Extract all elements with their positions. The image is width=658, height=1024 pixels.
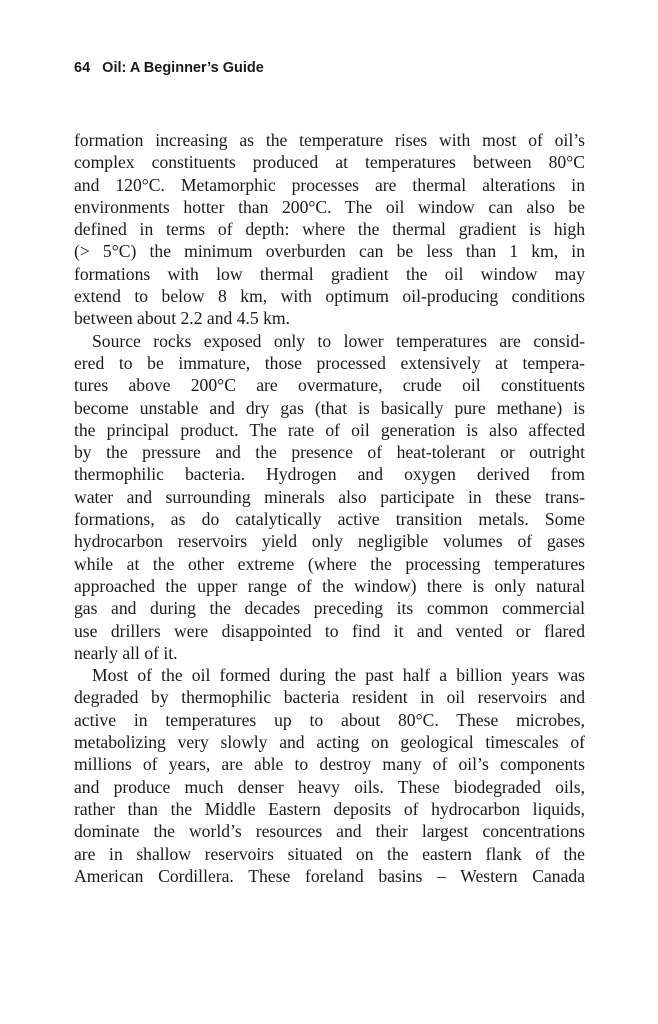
paragraph (74, 330, 585, 664)
text-line: Most of the oil formed during the past half a billion years was (92, 665, 585, 686)
text-line: (> 5°C) the minimum overburden can be less than 1 km, in (74, 241, 585, 262)
text-line: gas and during the decades preceding its common commercial (74, 598, 585, 619)
text-line: metabolizing very slowly and acting on geological timescales of (74, 732, 585, 753)
text-line: between about 2.2 and 4.5 km. (74, 308, 290, 329)
text-line: millions of years, are able to destroy many of oil’s components (74, 754, 585, 775)
text-line: and 120°C. Metamorphic processes are thermal alterations in (74, 174, 585, 195)
text-line: by the pressure and the presence of heat-tolerant or outright (74, 442, 585, 463)
text-line: and produce much denser heavy oils. These biodegraded oils, (74, 776, 585, 797)
text-line: approached the upper range of the window) there is only natural (74, 575, 585, 596)
text-line: complex constituents produced at temperatures between 80°C (74, 152, 585, 173)
text-line: Source rocks exposed only to lower temperatures are consid- (92, 330, 585, 351)
paragraph (74, 664, 585, 887)
body-text (74, 129, 585, 887)
text-line: the principal product. The rate of oil generation is also affected (74, 419, 585, 440)
text-line: American Cordillera. These foreland basins – Western Canada (74, 865, 585, 886)
text-line: ered to be immature, those processed extensively at tempera- (74, 352, 585, 373)
text-line: nearly all of it. (74, 642, 178, 663)
text-line: are in shallow reservoirs situated on the eastern flank of the (74, 843, 585, 864)
text-line: active in temperatures up to about 80°C. These microbes, (74, 709, 585, 730)
paragraph (74, 129, 585, 330)
text-line: tures above 200°C are overmature, crude oil constituents (74, 375, 585, 396)
text-line: dominate the world’s resources and their largest concentrations (74, 821, 585, 842)
text-line: extend to below 8 km, with optimum oil-producing conditions (74, 286, 585, 307)
text-line: rather than the Middle Eastern deposits of hydrocarbon liquids, (74, 798, 585, 819)
text-line: water and surrounding minerals also participate in these trans- (74, 486, 585, 507)
book-title: Oil: A Beginner’s Guide (102, 60, 264, 76)
text-line: environments hotter than 200°C. The oil window can also be (74, 196, 585, 217)
text-line: while at the other extreme (where the processing temperatures (74, 553, 585, 574)
page-number: 64 (74, 60, 91, 76)
text-line: defined in terms of depth: where the thermal gradient is high (74, 219, 585, 240)
text-line: use drillers were disappointed to find it and vented or flared (74, 620, 585, 641)
text-line: formations, as do catalytically active transition metals. Some (74, 509, 585, 530)
text-line: degraded by thermophilic bacteria resident in oil reservoirs and (74, 687, 585, 708)
running-header (74, 60, 264, 76)
text-line: hydrocarbon reservoirs yield only negligible volumes of gases (74, 531, 585, 552)
text-line: formation increasing as the temperature rises with most of oil’s (74, 130, 585, 150)
text-line: become unstable and dry gas (that is basically pure methane) is (74, 397, 585, 418)
text-line: formations with low thermal gradient the oil window may (74, 263, 585, 284)
text-line: thermophilic bacteria. Hydrogen and oxygen derived from (74, 464, 585, 485)
